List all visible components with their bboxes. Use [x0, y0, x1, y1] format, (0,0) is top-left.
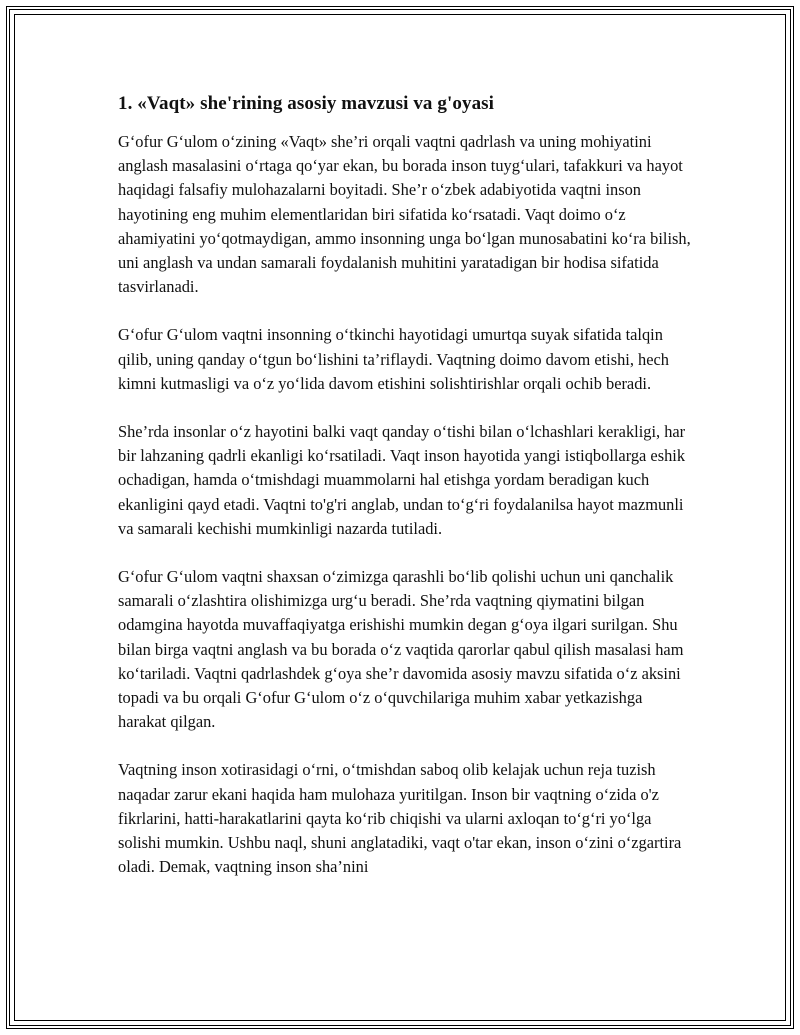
- paragraph-4: G‘ofur G‘ulom vaqtni shaxsan o‘zimizga qarashli bo‘lib qolishi uchun uni qanchalik samarali o‘zlashtira olishimizga urg‘u beradi. She’rda vaqtning qiymatini bilgan odamgina hayotda muvaffaqiyatga erishishi mumkin degan g‘oya ilgari surilgan. Shu bilan birga vaqtni anglash va bu borada o‘z vaqtida qarorlar qabul qilish masalasi ham ko‘tariladi. Vaqtni qadrlashdek g‘oya she’r davomida asosiy mavzu sifatida o‘z aksini topadi va bu orqali G‘ofur G‘ulom o‘z o‘quvchilariga muhim xabar yetkazishga harakat qilgan.: [118, 567, 684, 732]
- paragraph-5: Vaqtning inson xotirasidagi o‘rni, o‘tmishdan saboq olib kelajak uchun reja tuzish naqadar zarur ekani haqida ham mulohaza yuritilgan. Inson bir vaqtning o‘zida o'z fikrlarini, hatti-harakatlarini qayta ko‘rib chiqishi va ularni axloqan to‘g‘ri yo‘lga solishi mumkin. Ushbu naql, shuni anglatadiki, vaqt o'tar ekan, inson o‘zini o‘zgartira oladi. Demak, vaqtning inson sha’nini: [118, 760, 682, 877]
- section-heading: 1. «Vaqt» she'rining asosiy mavzusi va g'oyasi: [118, 93, 495, 114]
- document-body: [118, 92, 693, 903]
- paragraph-3: She’rda insonlar o‘z hayotini balki vaqt qanday o‘tishi bilan o‘lchashlari kerakligi, har bir lahzaning qadrli ekanligi ko‘rsatiladi. Vaqt inson hayotida yangi istiqbollarga eshik ochadigan, hamda o‘tmishdagi muammolarni hal etishga yordam beradigan kuch ekanligini qayd etadi. Vaqtni to'g'ri anglab, undan to‘g‘ri foydalanilsa hayot mazmunli va samarali kechishi mumkinligi nazarda tutiladi.: [118, 422, 686, 538]
- paragraph-2: G‘ofur G‘ulom vaqtni insonning o‘tkinchi hayotidagi umurtqa suyak sifatida talqin qilib, uning qanday o‘tgun bo‘lishini ta’riflaydi. Vaqtning doimo davom etishi, hech kimni kutmasligi va o‘z yo‘lida davom etishini solishtirishlar orqali ochib beradi.: [118, 325, 669, 393]
- paragraph-1: G‘ofur G‘ulom o‘zining «Vaqt» she’ri orqali vaqtni qadrlash va uning mohiyatini anglash masalasini o‘rtaga qo‘yar ekan, bu borada inson tuyg‘ulari, tafakkuri va hayot haqidagi falsafiy mulohazalarni boyitadi. She’r o‘zbek adabiyotida vaqtni inson hayotining eng muhim elementlaridan biri sifatida ko‘rsatadi. Vaqt doimo o‘z ahamiyatini yo‘qotmaydigan, ammo insonning unga bo‘lgan munosabatini ko‘ra bilish, uni anglash va undan samarali foydalanish muhitini yaratadigan bir hodisa sifatida tasvirlanadi.: [118, 132, 691, 297]
